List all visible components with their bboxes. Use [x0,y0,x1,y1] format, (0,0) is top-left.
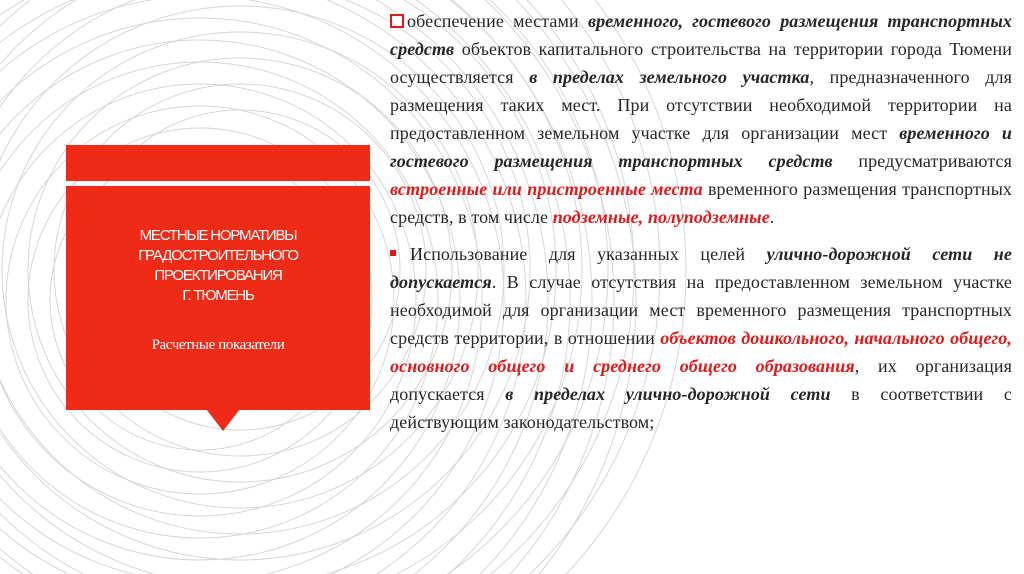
p1-text-1: обеспечение местами [407,11,588,31]
title-line-2: ГРАДОСТРОИТЕЛЬНОГО [138,247,298,264]
checkbox-bullet-icon [390,14,404,28]
p1-text-4: предусматриваются [832,151,1012,171]
p1-red-emphasis-2: подземные, полуподземные [552,207,770,227]
p2-emphasis-1: улично-дорожной сети не допускается [390,244,1012,292]
square-bullet-icon [390,250,396,256]
p2-text-2: . В случае отсутствия на предоставленном земельном участке необходимой для организации мест временного размещения транспортных средств территории, в отношении [390,272,1012,348]
p1-text-5: временного размещения транспортных средств, в том числе [390,179,1012,227]
p1-emphasis-2: в пределах земельного участка [529,67,810,87]
p1-emphasis-1: временного, гостевого размещения транспортных средств [390,11,1013,59]
section-title [70,226,366,306]
p2-text-4: в соответствии с действующим законодательством; [390,384,1012,432]
paragraph-1 [390,7,1012,231]
paragraph-2 [390,240,1012,436]
p1-text-6: . [769,207,775,227]
title-panel-pointer [206,409,240,431]
p1-emphasis-3: временного и гостевого размещения транспортных средств [390,123,1012,171]
title-line-4: Г. ТЮМЕНЬ [182,287,254,304]
section-subtitle: Расчетные показатели [151,337,285,353]
p2-text-1: Использование для указанных целей [410,244,767,264]
p2-text-3: , их организация допускается [390,356,1013,404]
title-line-1: МЕСТНЫЕ НОРМАТИВЫ [139,227,297,244]
title-line-3: ПРОЕКТИРОВАНИЯ [154,267,282,284]
p1-text-3: , предназначенного для размещения таких мест. При отсутствии необходимой территории на предоставленном земельном участке для организации мест [390,67,1012,143]
p1-text-2: объектов капитального строительства на территории города Тюмени осуществляется [390,39,1012,87]
p1-red-emphasis-1: встроенные или пристроенные места [390,179,703,199]
header-accent-strip [66,145,370,181]
body-text [390,7,1012,436]
p2-red-emphasis-1: объектов дошкольного, начального общего, основного общего и среднего общего образования [390,328,1012,376]
p2-emphasis-2: в пределах улично-дорожной сети [505,384,831,404]
